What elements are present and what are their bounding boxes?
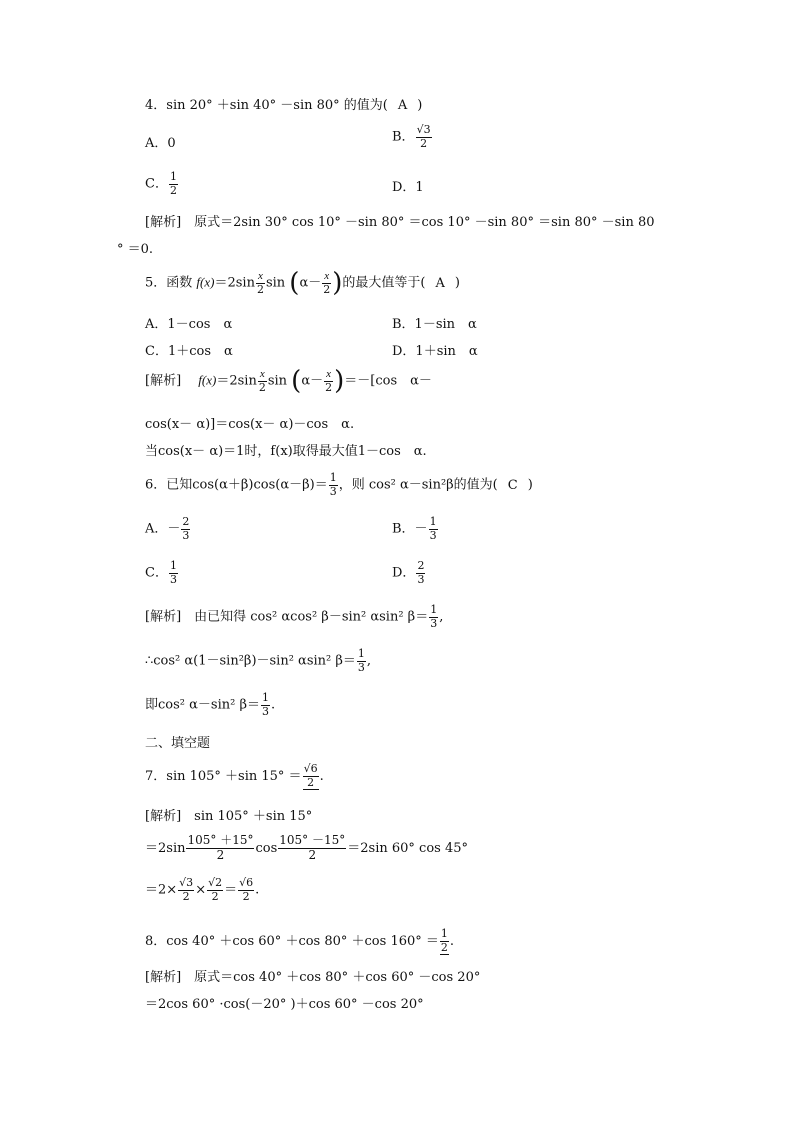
q7-solution-line2: ＝2sin $\frac{105^\circ +15^\circ}{2}$ cos $\frac{105^\circ -15^\circ}{2}$ ＝2sin 60° cos 45°: [145, 833, 468, 862]
fraction: $\frac{√3}{2}$: [416, 123, 431, 150]
q6-option-b: B．－ $\frac{1}{3}$: [392, 515, 437, 542]
q5-solution-line2: cos(x－ α)]＝cos(x－ α)－cos α.: [145, 417, 355, 432]
q4-option-b: B． $\frac{√3}{2}$: [392, 123, 431, 150]
q7-solution-line3: ＝2× $\frac{√3}{2}$ × $\frac{√2}{2}$ ＝ $\frac{√6}{2}$ .: [145, 876, 260, 903]
q7-stem: 7．sin 105° ＋sin 15° ＝ $\frac{√6}{2}$ .: [145, 762, 324, 789]
q4-option-d: D．1: [392, 180, 424, 195]
q5-option-d: D．1＋sin α: [392, 344, 478, 359]
q4-option-c: C． $\frac{1}{2}$: [145, 170, 177, 197]
q8-solution-line2: ＝2cos 60° ·cos(－20° )＋cos 60° －cos 20°: [145, 997, 424, 1012]
fraction: $\frac{1}{3}$: [329, 471, 337, 498]
fraction: $\frac{x}{2}$: [258, 368, 266, 394]
q8-solution-line1: [解析] 原式＝cos 40° ＋cos 80° ＋cos 60° －cos 20°: [145, 970, 481, 985]
q6-solution-line3: 即cos² α－sin² β＝ $\frac{1}{3}$ .: [145, 691, 276, 718]
q7-solution-line1: [解析] sin 105° ＋sin 15°: [145, 809, 313, 824]
q5-solution-line1: [解析] f(x)＝2sin $\frac{x}{2}$ sin (α－ $\frac{x}{2}$ )＝－[cos α－: [145, 366, 432, 397]
q4-solution-line2: ° ＝0.: [117, 242, 154, 257]
q5-stem: 5．函数 f(x)＝2sin $\frac{x}{2}$ sin (α－ $\frac{x}{2}$ )的最大值等于( A ): [145, 268, 460, 299]
q5-option-b: B．1－sin α: [392, 317, 477, 332]
fraction: $\frac{1}{2}$: [169, 170, 177, 197]
q5-option-c: C．1＋cos α: [145, 344, 233, 359]
q6-stem: 6．已知cos(α＋β)cos(α－β)＝ $\frac{1}{3}$ ，则 cos² α－sin²β的值为( C ): [145, 471, 533, 498]
fraction: $\frac{1}{3}$: [261, 691, 269, 718]
fraction: $\frac{2}{3}$: [417, 559, 425, 586]
section-heading: 二、填空题: [145, 736, 211, 751]
fraction: $\frac{x}{2}$: [325, 368, 333, 394]
q5-solution-line3: 当cos(x－ α)＝1时，f(x)取得最大值1－cos α.: [145, 444, 427, 459]
fraction: $\frac{105^\circ +15^\circ}{2}$: [187, 833, 254, 862]
q4-option-a: A．0: [145, 136, 176, 151]
fraction: $\frac{2}{3}$: [182, 515, 190, 542]
fraction: $\frac{1}{3}$: [430, 603, 438, 630]
fraction: $\frac{√2}{2}$: [208, 876, 223, 903]
fraction: $\frac{1}{3}$: [357, 647, 365, 674]
fraction: $\frac{1}{3}$: [429, 515, 437, 542]
q5-option-a: A．1－cos α: [145, 317, 233, 332]
q6-option-d: D． $\frac{2}{3}$: [392, 559, 425, 586]
q6-solution-line2: ∴cos² α(1－sin²β)－sin² αsin² β＝ $\frac{1}{3}$ ,: [145, 647, 372, 674]
q6-answer: C: [507, 477, 518, 493]
fraction: $\frac{x}{2}$: [256, 270, 264, 296]
q8-stem: 8．cos 40° ＋cos 60° ＋cos 80° ＋cos 160° ＝ $\frac{1}{2}$ .: [145, 927, 455, 954]
fraction: $\frac{√6}{2}$: [239, 876, 254, 903]
q5-answer: A: [435, 275, 445, 291]
q6-solution-line1: [解析] 由已知得 cos² αcos² β－sin² αsin² β＝ $\frac{1}{3}$ ,: [145, 603, 444, 630]
q4-solution-line1: [解析] 原式＝2sin 30° cos 10° －sin 80° ＝cos 10° －sin 80° ＝sin 80° －sin 80: [145, 215, 655, 230]
fraction: $\frac{105^\circ -15^\circ}{2}$: [279, 833, 346, 862]
q4-stem: 4．sin 20° ＋sin 40° －sin 80° 的值为( A ): [145, 98, 423, 113]
q6-option-c: C． $\frac{1}{3}$: [145, 559, 177, 586]
answer-fraction: $\frac{1}{2}$: [440, 927, 448, 954]
fraction: $\frac{√3}{2}$: [179, 876, 194, 903]
q6-option-a: A．－ $\frac{2}{3}$: [145, 515, 190, 542]
fraction: $\frac{x}{2}$: [323, 270, 331, 296]
q4-answer: A: [397, 98, 408, 113]
answer-fraction: $\frac{√6}{2}$: [303, 762, 318, 789]
fraction: $\frac{1}{3}$: [169, 559, 177, 586]
